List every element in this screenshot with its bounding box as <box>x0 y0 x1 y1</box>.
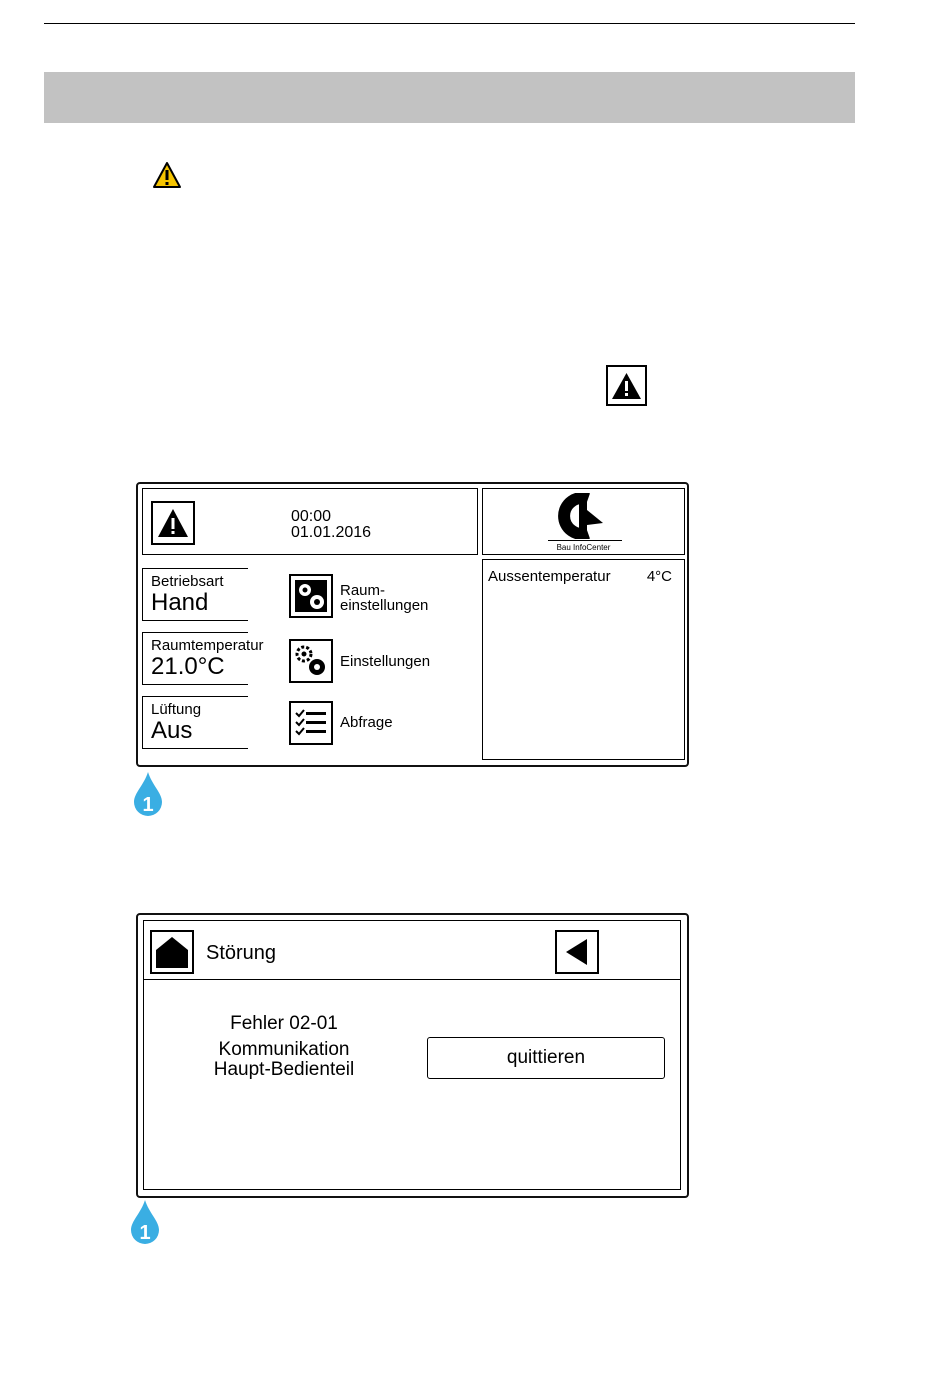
query-label: Abfrage <box>340 714 393 731</box>
header-divider <box>144 979 680 980</box>
date-text: 01.01.2016 <box>291 524 372 541</box>
acknowledge-button[interactable]: quittieren <box>427 1037 665 1079</box>
outdoor-temp-label: Aussentemperatur <box>488 568 611 585</box>
gears-icon <box>293 643 329 679</box>
status-header <box>142 488 478 555</box>
top-rule <box>44 23 855 24</box>
menu-label-line: Raum- <box>340 582 386 599</box>
section-header-bar <box>44 72 855 123</box>
warning-button-icon <box>606 365 647 406</box>
home-button[interactable] <box>150 930 194 974</box>
tile-label: Betriebsart <box>151 573 224 590</box>
tile-label: Lüftung <box>151 701 202 718</box>
back-button[interactable] <box>555 930 599 974</box>
settings-button[interactable] <box>289 639 333 683</box>
home-screen <box>136 482 689 767</box>
bau-infocenter-logo <box>558 493 608 539</box>
home-icon <box>155 935 189 969</box>
room-temperature-tile[interactable] <box>142 632 264 685</box>
room-settings-label <box>340 583 428 613</box>
back-arrow-icon <box>563 937 591 967</box>
outdoor-temp-value: 4°C <box>646 568 672 585</box>
callout-marker-icon <box>133 771 163 817</box>
alarm-button[interactable] <box>151 501 195 545</box>
checklist-icon <box>293 705 329 741</box>
tile-value: Hand <box>151 589 209 616</box>
room-settings-icon <box>293 578 329 614</box>
query-button[interactable] <box>289 701 333 745</box>
page-title: Störung <box>206 942 277 964</box>
operating-mode-tile[interactable] <box>142 568 248 621</box>
settings-label: Einstellungen <box>340 653 431 670</box>
error-code: Fehler 02-01 <box>230 1013 338 1034</box>
logo-caption: Bau InfoCenter <box>556 543 611 552</box>
room-settings-button[interactable] <box>289 574 333 618</box>
tile-value: 21.0°C <box>151 653 225 680</box>
menu-label-line: einstellungen <box>340 597 429 614</box>
warning-triangle-icon <box>152 161 182 189</box>
logo-underline <box>548 540 622 541</box>
tile-label: Raumtemperatur <box>151 637 264 654</box>
logo-panel <box>482 488 685 555</box>
callout-number: 1 <box>139 1222 151 1244</box>
clock <box>291 509 371 541</box>
warning-icon <box>157 508 189 538</box>
error-description: Haupt-Bedienteil <box>213 1059 355 1080</box>
callout-marker-icon <box>130 1199 160 1245</box>
error-description: Kommunikation <box>218 1039 350 1060</box>
ventilation-tile[interactable] <box>142 696 248 749</box>
tile-value: Aus <box>151 717 193 744</box>
fault-screen <box>136 913 689 1198</box>
fault-panel <box>143 920 681 1190</box>
outdoor-panel <box>482 559 685 760</box>
callout-number: 1 <box>142 794 154 816</box>
time-text: 00:00 <box>291 508 332 525</box>
